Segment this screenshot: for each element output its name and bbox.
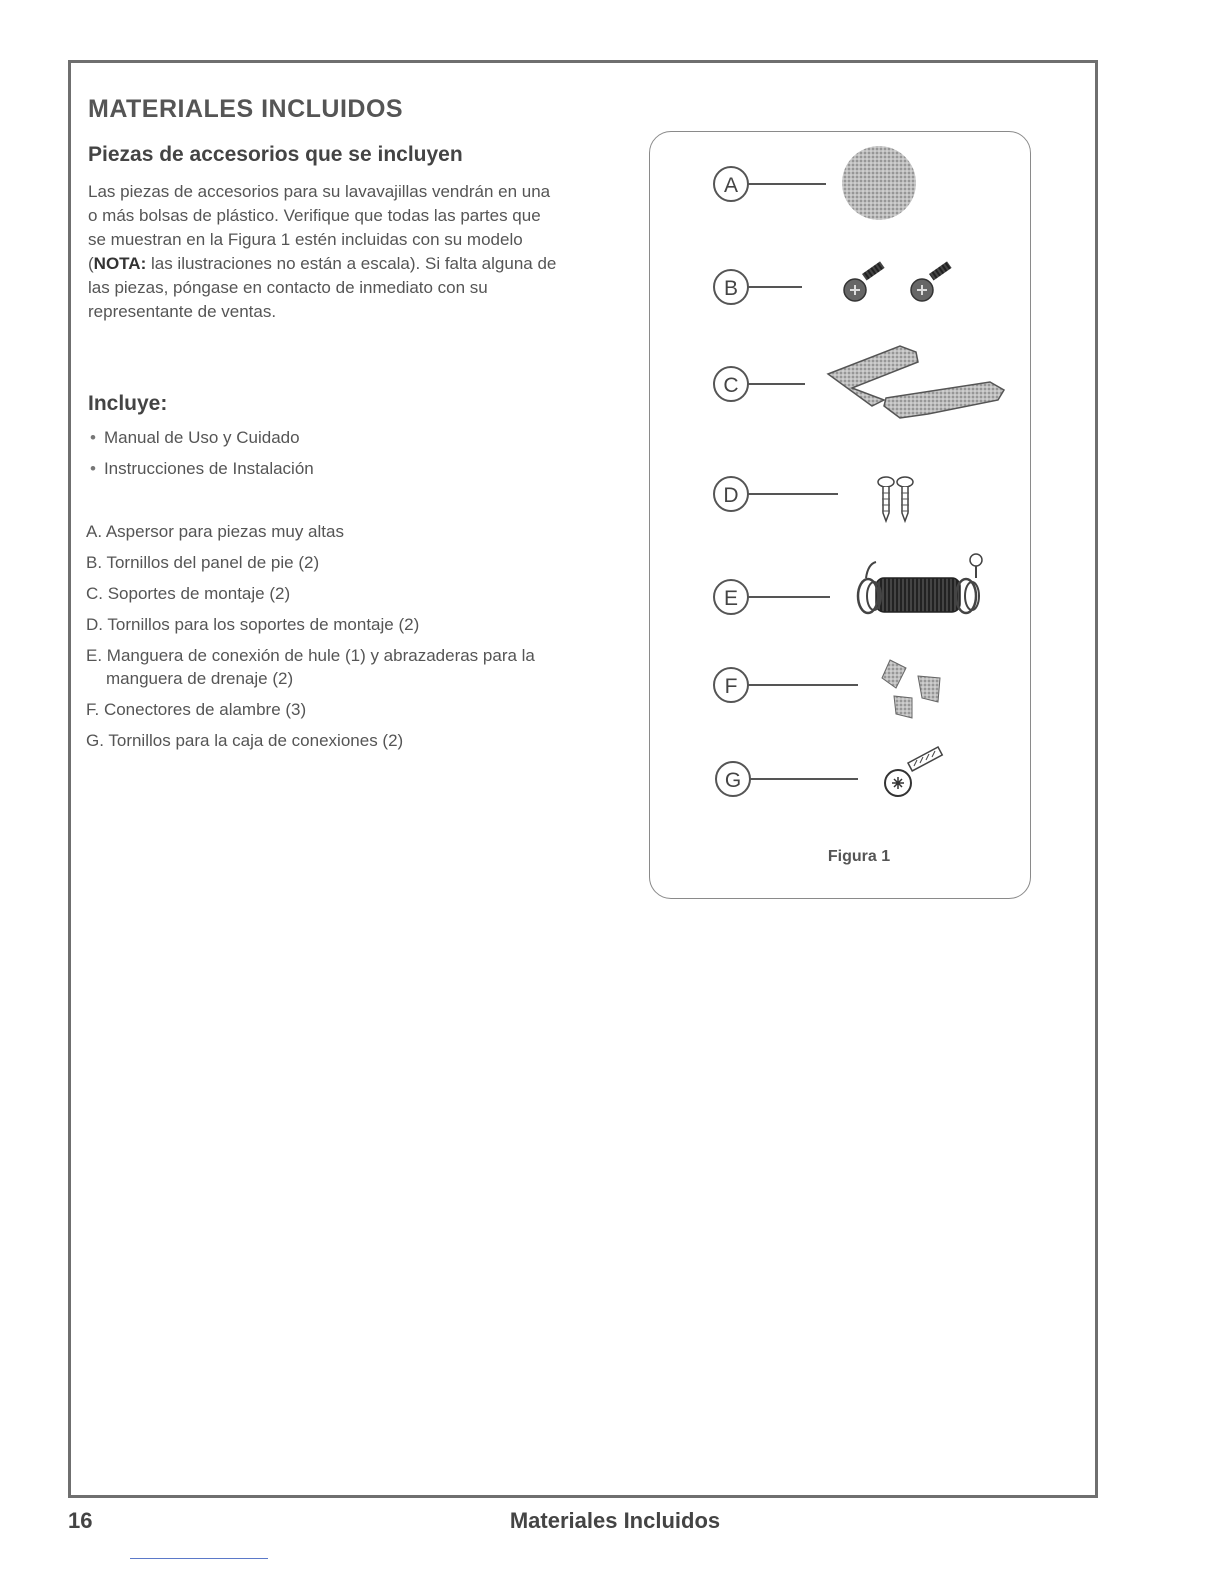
label-d-group <box>714 477 913 521</box>
footer-link-underline <box>130 1558 268 1559</box>
label-e-group <box>714 554 982 614</box>
list-item: E. Manguera de conexión de hule (1) y abrazaderas para la manguera de drenaje (2) <box>86 646 535 688</box>
list-item: B. Tornillos del panel de pie (2) <box>86 553 320 572</box>
intro-text-after: las ilustraciones no están a escala). Si falta alguna de las piezas, póngase en contacto de inmediato con su representante de ventas. <box>88 254 557 321</box>
screw-icon <box>878 477 894 521</box>
label-b-group <box>714 261 952 304</box>
intro-text-before: Las piezas de accesorios para su lavavajillas vendrán en una o más bolsas de plástico. Verifique que todas las partes que se muestran en la Figura 1 estén incluidas con su modelo ( <box>88 182 551 273</box>
screw-icon <box>897 477 913 521</box>
screw-icon <box>844 261 885 301</box>
screw-icon <box>885 747 942 796</box>
hose-icon <box>858 554 982 613</box>
page-number: 16 <box>68 1508 93 1533</box>
label-g: G <box>724 769 742 792</box>
section-subtitle: Piezas de accesorios que se incluyen <box>88 143 463 166</box>
label-c: C <box>723 374 739 397</box>
list-item: • Instrucciones de Instalación <box>88 457 314 488</box>
label-a: A <box>723 174 739 197</box>
list-item: • Manual de Uso y Cuidado <box>88 426 314 457</box>
label-g-group <box>716 747 942 796</box>
wire-connector-icon <box>882 660 940 718</box>
list-item: A. Aspersor para piezas muy altas <box>86 522 344 541</box>
list-item: G. Tornillos para la caja de conexiones (2) <box>86 731 404 750</box>
mounting-bracket-icon <box>828 346 1004 418</box>
label-f: F <box>724 675 738 698</box>
screw-icon <box>911 261 952 301</box>
figure-caption: Figura 1 <box>827 848 891 865</box>
label-a-group <box>714 146 916 220</box>
spray-head-icon <box>842 146 916 220</box>
label-b: B <box>723 277 739 300</box>
page-title: MATERIALES INCLUIDOS <box>88 95 404 123</box>
label-f-group <box>714 660 940 718</box>
label-c-group <box>714 346 1004 418</box>
note-label: NOTA: <box>93 254 147 273</box>
list-item: C. Soportes de montaje (2) <box>86 584 291 603</box>
list-item: F. Conectores de alambre (3) <box>86 700 307 719</box>
label-d: D <box>723 484 739 507</box>
label-e: E <box>723 587 739 610</box>
footer-section-title: Materiales Incluidos <box>509 1508 721 1533</box>
includes-heading: Incluye: <box>88 392 168 415</box>
list-item: D. Tornillos para los soportes de montaje (2) <box>86 615 420 634</box>
